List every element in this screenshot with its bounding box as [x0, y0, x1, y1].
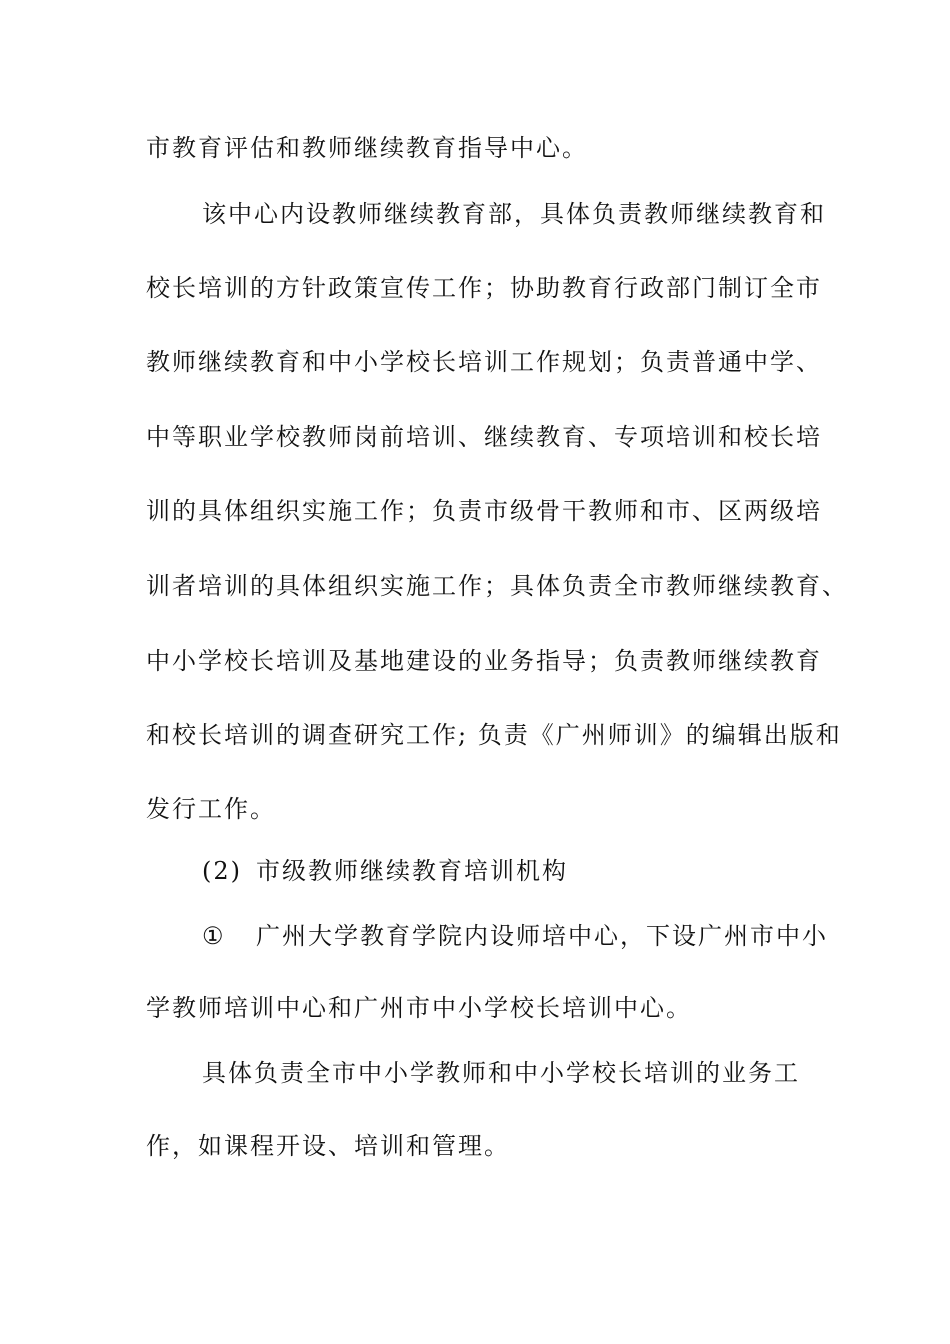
item-text: 广州大学教育学院内设师培中心，下设广州市中小 — [256, 922, 828, 950]
heading-text: 市级教师继续教育培训机构 — [256, 857, 568, 885]
paragraph-line: 和校长培训的调查研究工作; 负责《广州师训》的编辑出版和 — [146, 721, 842, 749]
paragraph-line: 作，如课程开设、培训和管理。 — [146, 1132, 510, 1160]
paragraph-line: 中小学校长培训及基地建设的业务指导；负责教师继续教育 — [146, 647, 822, 675]
paragraph-line: 该中心内设教师继续教育部，具体负责教师继续教育和 — [202, 200, 826, 228]
numbered-item — [202, 921, 828, 951]
paragraph-line: 市教育评估和教师继续教育指导中心。 — [146, 134, 588, 162]
item-number: (2) — [202, 857, 242, 885]
paragraph-line: 训的具体组织实施工作；负责市级骨干教师和市、区两级培 — [146, 497, 822, 525]
paragraph-line: 具体负责全市中小学教师和中小学校长培训的业务工 — [202, 1059, 800, 1087]
paragraph-line: 训者培训的具体组织实施工作；具体负责全市教师继续教育、 — [146, 572, 848, 600]
item-number: ① — [202, 922, 226, 950]
numbered-heading — [202, 856, 568, 886]
paragraph-line: 发行工作。 — [146, 795, 276, 823]
paragraph-line: 学教师培训中心和广州市中小学校长培训中心。 — [146, 994, 692, 1022]
paragraph-line: 教师继续教育和中小学校长培训工作规划；负责普通中学、 — [146, 348, 822, 376]
paragraph-line: 校长培训的方针政策宣传工作；协助教育行政部门制订全市 — [146, 274, 822, 302]
paragraph-line: 中等职业学校教师岗前培训、继续教育、专项培训和校长培 — [146, 423, 822, 451]
